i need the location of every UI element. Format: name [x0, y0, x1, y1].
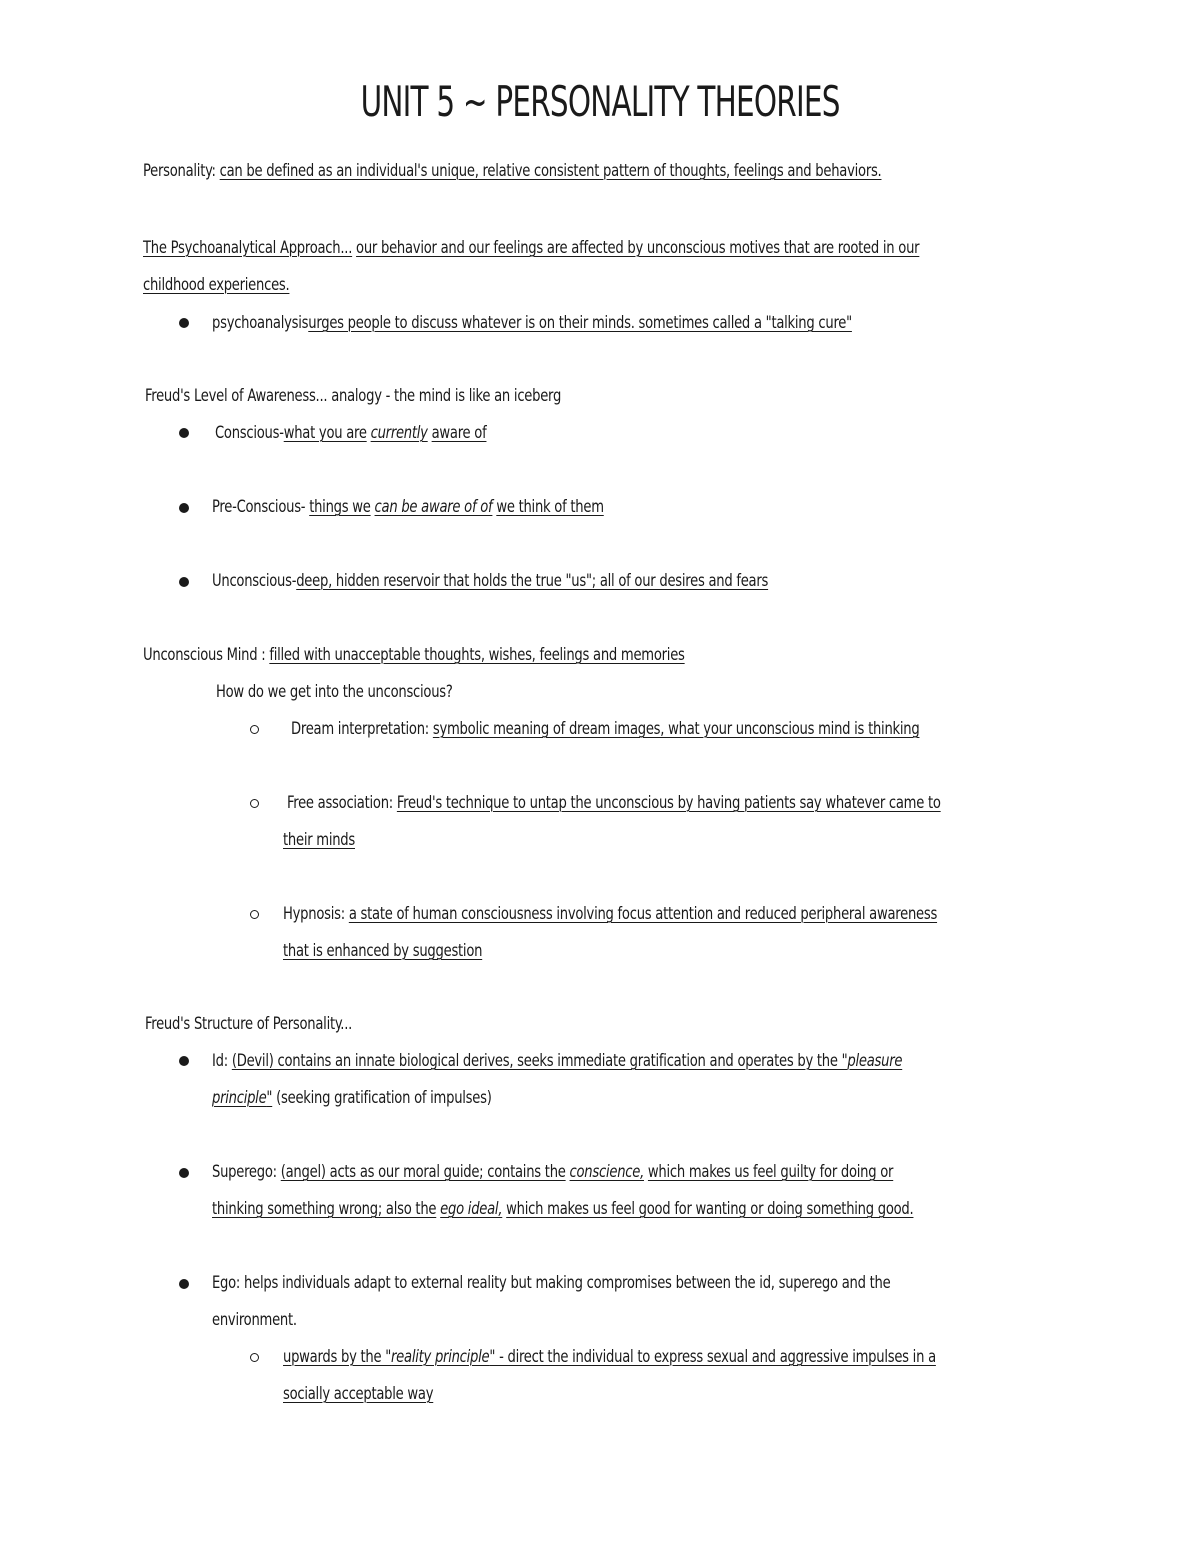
- id-emphasis-1: pleasure: [847, 1051, 903, 1071]
- hypnosis-term: Hypnosis:: [283, 904, 345, 924]
- free-text: Freud's technique to untap the unconscious by having patients say whatever came to: [396, 793, 941, 813]
- bullet-icon: [179, 577, 189, 587]
- preconscious-emphasis: can be aware of of: [374, 497, 493, 517]
- conscious-text-b: aware of: [431, 423, 487, 443]
- conscious-item: [215, 422, 486, 444]
- id-rest: (seeking gratification of impulses): [276, 1088, 492, 1108]
- psychoanalysis-item: [212, 312, 852, 334]
- superego-line2: [212, 1198, 913, 1220]
- psychoanalytical-term: The Psychoanalytical Approach...: [143, 238, 353, 258]
- superego-text-a: (angel) acts as our moral guide; contains the: [280, 1162, 566, 1182]
- unconscious-mind-term: Unconscious Mind :: [143, 645, 266, 665]
- personality-text: can be defined as an individual's unique, relative consistent pattern of thoughts, feelings and behaviors.: [219, 161, 882, 181]
- unconscious-text: deep, hidden reservoir that holds the true "us"; all of our desires and fears: [296, 571, 769, 591]
- superego-text-b: which makes us feel guilty for doing or: [647, 1162, 894, 1182]
- unconscious-term: Unconscious-: [212, 571, 297, 591]
- unconscious-item: [212, 570, 768, 592]
- reality-principle-line2: socially acceptable way: [283, 1384, 434, 1404]
- superego-text-d: which makes us feel good for wanting or doing something good.: [506, 1199, 914, 1219]
- reality-text-a: upwards by the ": [283, 1347, 392, 1367]
- personality-term: Personality:: [143, 161, 216, 181]
- preconscious-text-a: things we: [309, 497, 371, 517]
- superego-text-c: thinking something wrong; also the: [212, 1199, 437, 1219]
- hollow-bullet-icon: [250, 725, 259, 734]
- preconscious-item: [212, 496, 604, 518]
- bullet-icon: [179, 1168, 189, 1178]
- free-association-item: [287, 792, 941, 814]
- hollow-bullet-icon: [250, 1353, 259, 1362]
- hypnosis-text: a state of human consciousness involving focus attention and reduced peripheral awareness: [348, 904, 938, 924]
- hypnosis-item: [283, 903, 937, 925]
- hypnosis-line2: that is enhanced by suggestion: [283, 941, 483, 961]
- bullet-icon: [179, 428, 189, 438]
- superego-item: [212, 1161, 893, 1183]
- superego-emphasis: conscience,: [569, 1162, 645, 1182]
- id-quote: ": [266, 1088, 273, 1108]
- reality-principle-item: [283, 1346, 936, 1368]
- conscious-emphasis: currently: [370, 423, 428, 443]
- psychoanalytical-text: our behavior and our feelings are affected by unconscious motives that are rooted in our: [356, 238, 920, 258]
- dream-interpretation-item: [291, 718, 919, 740]
- conscious-term: Conscious-: [215, 423, 284, 443]
- psychoanalytical-line2: childhood experiences.: [143, 275, 290, 295]
- superego-emphasis-2: ego ideal,: [440, 1199, 503, 1219]
- conscious-text-a: what you are: [283, 423, 367, 443]
- superego-term: Superego:: [212, 1162, 277, 1182]
- dream-term: Dream interpretation:: [291, 719, 429, 739]
- psychoanalytical-line1: [143, 237, 919, 259]
- id-emphasis-2: principle: [212, 1088, 267, 1108]
- psychoanalysis-text: urges people to discuss whatever is on their minds. sometimes called a "talking cure": [308, 313, 852, 333]
- ego-line2: environment.: [212, 1310, 297, 1330]
- page-title: UNIT 5 ~ PERSONALITY THEORIES: [360, 77, 840, 126]
- ego-term: Ego:: [212, 1273, 241, 1293]
- awareness-heading: Freud's Level of Awareness... analogy - the mind is like an iceberg: [145, 386, 562, 406]
- bullet-icon: [179, 503, 189, 513]
- id-text: (Devil) contains an innate biological derives, seeks immediate gratification and operates by the ": [231, 1051, 848, 1071]
- free-term: Free association:: [287, 793, 393, 813]
- personality-definition: [143, 160, 881, 182]
- reality-emphasis: reality principle: [391, 1347, 490, 1367]
- reality-text-b: " - direct the individual to express sexual and aggressive impulses in a: [489, 1347, 936, 1367]
- dream-text: symbolic meaning of dream images, what your unconscious mind is thinking: [432, 719, 920, 739]
- ego-item: [212, 1272, 890, 1294]
- bullet-icon: [179, 1056, 189, 1066]
- free-association-line2: their minds: [283, 830, 355, 850]
- unconscious-mind-text: filled with unacceptable thoughts, wishes, feelings and memories: [269, 645, 685, 665]
- preconscious-text-b: we think of them: [496, 497, 604, 517]
- psychoanalysis-term: psychoanalysis: [212, 313, 309, 333]
- hollow-bullet-icon: [250, 799, 259, 808]
- id-term: Id:: [212, 1051, 228, 1071]
- id-item: [212, 1050, 902, 1072]
- ego-text: helps individuals adapt to external reality but making compromises between the id, superego and the: [244, 1273, 891, 1293]
- bullet-icon: [179, 318, 189, 328]
- id-line2: [212, 1087, 492, 1109]
- preconscious-term: Pre-Conscious-: [212, 497, 306, 517]
- bullet-icon: [179, 1279, 189, 1289]
- structure-heading: Freud's Structure of Personality...: [145, 1014, 353, 1034]
- hollow-bullet-icon: [250, 910, 259, 919]
- unconscious-question: How do we get into the unconscious?: [216, 682, 453, 702]
- unconscious-mind-definition: [143, 644, 685, 666]
